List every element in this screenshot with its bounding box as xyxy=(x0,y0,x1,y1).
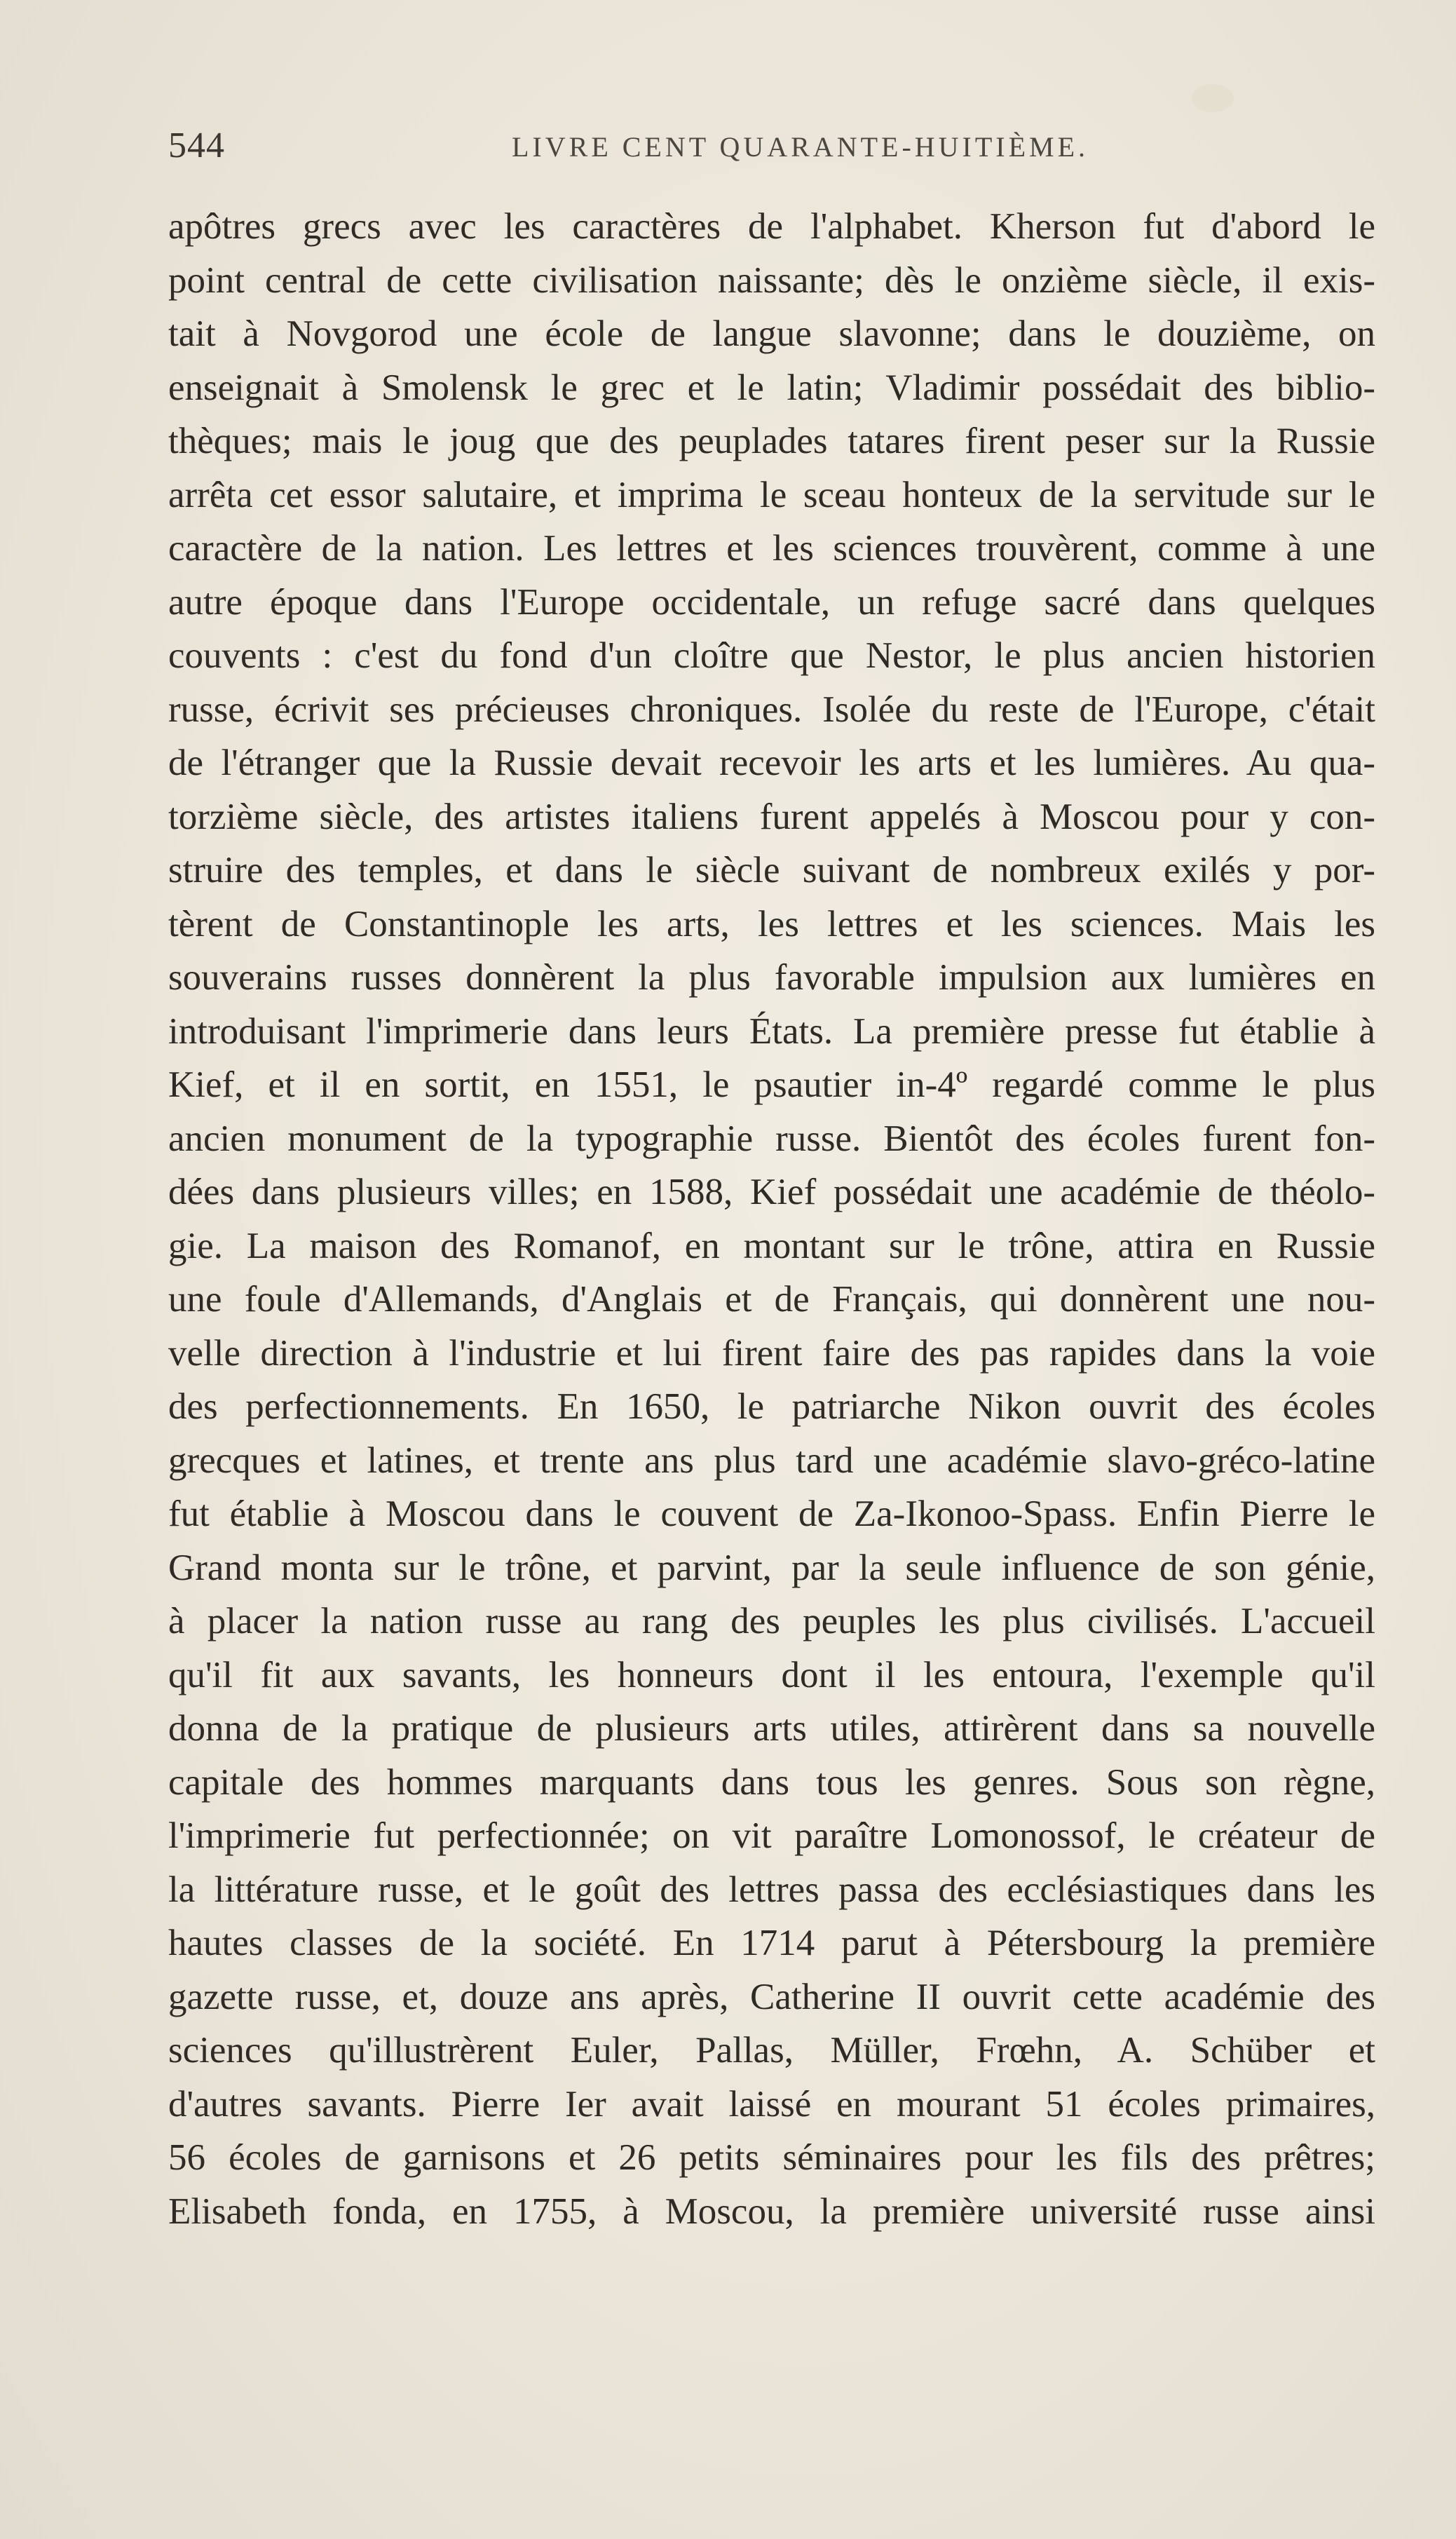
text-line: autre époque dans l'Europe occidentale, un refuge sacré dans quelques xyxy=(168,581,1375,623)
text-line: russe, écrivit ses précieuses chroniques. Isolée du reste de l'Europe, c'était xyxy=(168,689,1375,730)
body-text xyxy=(168,200,1375,2238)
text-line: l'imprimerie fut perfectionnée; on vit paraître Lomonossof, le créateur de xyxy=(168,1815,1375,1856)
text-line: d'autres savants. Pierre Ier avait laissé en mourant 51 écoles primaires, xyxy=(168,2083,1375,2125)
text-line: couvents : c'est du fond d'un cloître que Nestor, le plus ancien historien xyxy=(168,635,1375,676)
text-line: gazette russe, et, douze ans après, Catherine II ouvrit cette académie des xyxy=(168,1976,1375,2017)
text-line: enseignait à Smolensk le grec et le latin; Vladimir possédait des biblio- xyxy=(168,367,1375,408)
text-line: torzième siècle, des artistes italiens furent appelés à Moscou pour y con- xyxy=(168,796,1375,837)
text-line: capitale des hommes marquants dans tous les genres. Sous son règne, xyxy=(168,1761,1375,1803)
text-line: introduisant l'imprimerie dans leurs États. La première presse fut établie à xyxy=(168,1010,1375,1052)
text-line: dées dans plusieurs villes; en 1588, Kief possédait une académie de théolo- xyxy=(168,1172,1375,1212)
text-line: à placer la nation russe au rang des peuples les plus civilisés. L'accueil xyxy=(168,1601,1375,1641)
text-line: la littérature russe, et le goût des lettres passa des ecclésiastiques dans les xyxy=(168,1869,1375,1910)
text-line: grecques et latines, et trente ans plus tard une académie slavo-gréco-latine xyxy=(168,1440,1375,1481)
text-line: ancien monument de la typographie russe. Bientôt des écoles furent fon- xyxy=(168,1118,1375,1159)
page-number: 544 xyxy=(168,126,225,165)
text-line: des perfectionnements. En 1650, le patriarche Nikon ouvrit des écoles xyxy=(168,1386,1375,1427)
text-line: de l'étranger que la Russie devait recevoir les arts et les lumières. Au qua- xyxy=(168,743,1375,783)
text-line: qu'il fit aux savants, les honneurs dont il les entoura, l'exemple qu'il xyxy=(168,1654,1375,1695)
text-line: 56 écoles de garnisons et 26 petits séminaires pour les fils des prêtres; xyxy=(168,2137,1375,2178)
text-line: struire des temples, et dans le siècle suivant de nombreux exilés y por- xyxy=(168,850,1375,891)
text-line: Grand monta sur le trône, et parvint, par la seule influence de son génie, xyxy=(168,1547,1375,1588)
text-line: apôtres grecs avec les caractères de l'alphabet. Kherson fut d'abord le xyxy=(168,206,1375,247)
page-header xyxy=(168,125,1374,167)
text-line: donna de la pratique de plusieurs arts utiles, attirèrent dans sa nouvelle xyxy=(168,1708,1375,1749)
text-line: sciences qu'illustrèrent Euler, Pallas, Müller, Frœhn, A. Schüber et xyxy=(168,2030,1375,2071)
text-line: velle direction à l'industrie et lui firent faire des pas rapides dans la voie xyxy=(168,1332,1375,1374)
text-line: arrêta cet essor salutaire, et imprima le sceau honteux de la servitude sur le xyxy=(168,474,1375,515)
paper-stain xyxy=(1192,84,1234,112)
text-line: hautes classes de la société. En 1714 parut à Pétersbourg la première xyxy=(168,1923,1375,1963)
text-line: une foule d'Allemands, d'Anglais et de Français, qui donnèrent une nou- xyxy=(168,1279,1375,1320)
text-line: Elisabeth fonda, en 1755, à Moscou, la première université russe ainsi xyxy=(168,2191,1375,2232)
text-line: caractère de la nation. Les lettres et les sciences trouvèrent, comme à une xyxy=(168,528,1375,569)
text-line: point central de cette civilisation naissante; dès le onzième siècle, il exis- xyxy=(168,259,1375,301)
text-line: souverains russes donnèrent la plus favorable impulsion aux lumières en xyxy=(168,957,1375,998)
text-line: Kief, et il en sortit, en 1551, le psautier in-4º regardé comme le plus xyxy=(168,1064,1375,1105)
text-line: tèrent de Constantinople les arts, les lettres et les sciences. Mais les xyxy=(168,903,1375,944)
text-line: thèques; mais le joug que des peuplades tatares firent peser sur la Russie xyxy=(168,421,1375,461)
text-line: gie. La maison des Romanof, en montant sur le trône, attira en Russie xyxy=(168,1225,1375,1266)
text-line: fut établie à Moscou dans le couvent de Za-Ikonoo-Spass. Enfin Pierre le xyxy=(168,1494,1375,1534)
running-title: LIVRE CENT QUARANTE-HUITIÈME. xyxy=(512,131,1089,163)
text-line: tait à Novgorod une école de langue slavonne; dans le douzième, on xyxy=(168,313,1375,354)
